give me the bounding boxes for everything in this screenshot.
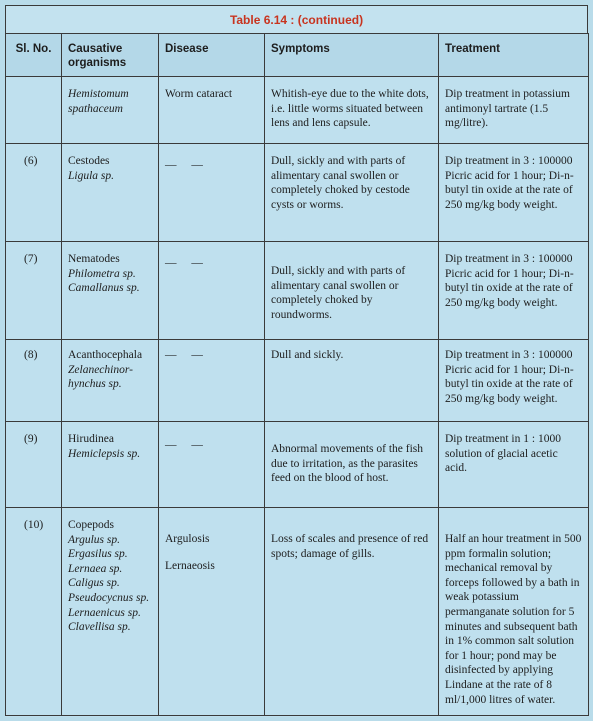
disease-cell <box>159 144 265 242</box>
disease-name: — — <box>165 257 209 269</box>
organism-name: Hemistomum <box>68 88 129 100</box>
disease-cell <box>159 77 265 144</box>
disease-cell <box>159 508 265 716</box>
group-name: Cestodes <box>68 155 110 167</box>
organism-name: Philometra sp. <box>68 267 136 280</box>
group-name: Hirudinea <box>68 433 114 445</box>
treatment-cell: Dip treatment in potassium antimonyl tartrate (1.5 mg/litre). <box>439 77 589 144</box>
disease-name: Argulosis <box>165 533 210 545</box>
organism-name: spathaceum <box>68 102 123 115</box>
treatment-cell: Half an hour treatment in 500 ppm formalin solution; mechanical removal by forceps followed by a bath in weak potassium permanganate solution for 5 minutes and subsequent bath in 1% common salt solution for 1 hour; pond may be disinfected by applying Lindane at the rate of 8 ml/1,000 litres of water. <box>439 508 589 716</box>
treatment-cell: Dip treatment in 3 : 100000 Picric acid for 1 hour; Di-n-butyl tin oxide at the rate of 250 mg/kg body weight. <box>439 340 589 422</box>
disease-name: — — <box>165 159 209 171</box>
table-row <box>6 242 589 340</box>
organism-cell <box>62 144 159 242</box>
organism-name: hynchus sp. <box>68 378 122 391</box>
organism-name: Ergasilus sp. <box>68 548 128 561</box>
disease-cell <box>159 422 265 508</box>
symptoms-cell: Whitish-eye due to the white dots, i.e. little worms situated between lens and lens capsule. <box>265 77 439 144</box>
table-row <box>6 77 589 144</box>
organism-name: Lernaenicus sp. <box>68 606 141 619</box>
disease-name: Worm cataract <box>165 88 233 100</box>
disease-name: Lernaeosis <box>165 559 215 572</box>
organism-cell <box>62 242 159 340</box>
symptoms-cell: Abnormal movements of the fish due to irritation, as the parasites feed on the blood of host. <box>265 422 439 508</box>
organism-cell <box>62 508 159 716</box>
organism-name: Zelanechinor- <box>68 363 133 376</box>
treatment-cell: Dip treatment in 1 : 1000 solution of glacial acetic acid. <box>439 422 589 508</box>
table-row <box>6 340 589 422</box>
organism-name: Ligula sp. <box>68 169 115 182</box>
treatment-cell: Dip treatment in 3 : 100000 Picric acid for 1 hour; Di-n-butyl tin oxide at the rate of 250 mg/kg body weight. <box>439 144 589 242</box>
organism-name: Caligus sp. <box>68 577 120 590</box>
treatment-cell: Dip treatment in 3 : 100000 Picric acid for 1 hour; Di-n-butyl tin oxide at the rate of 250 mg/kg body weight. <box>439 242 589 340</box>
row-number: (8) <box>6 340 62 422</box>
organism-name: Clavellisa sp. <box>68 621 131 634</box>
organism-name: Hemiclepsis sp. <box>68 447 141 460</box>
symptoms-cell: Loss of scales and presence of red spots; damage of gills. <box>265 508 439 716</box>
table-title: Table 6.14 : (continued) <box>5 5 588 33</box>
table-row <box>6 508 589 716</box>
header-sl-no: Sl. No. <box>6 34 62 77</box>
row-number: (9) <box>6 422 62 508</box>
header-row <box>6 34 589 77</box>
header-symptoms: Symptoms <box>265 34 439 77</box>
row-number: (10) <box>6 508 62 716</box>
header-treatment: Treatment <box>439 34 589 77</box>
disease-name: — — <box>165 439 209 451</box>
group-name: Nematodes <box>68 253 120 265</box>
disease-name: — — <box>165 349 209 361</box>
row-number: (7) <box>6 242 62 340</box>
group-name: Acanthocephala <box>68 349 143 361</box>
disease-cell <box>159 340 265 422</box>
row-number: (6) <box>6 144 62 242</box>
organism-name: Lernaea sp. <box>68 562 123 575</box>
disease-cell <box>159 242 265 340</box>
organism-name: Pseudocycnus sp. <box>68 591 150 604</box>
header-causative: Causative organisms <box>62 34 159 77</box>
page <box>5 5 588 717</box>
organism-name: Camallanus sp. <box>68 282 140 295</box>
organism-cell <box>62 77 159 144</box>
organism-cell <box>62 422 159 508</box>
symptoms-cell: Dull and sickly. <box>265 340 439 422</box>
parasite-treatment-table <box>5 33 589 716</box>
table-row <box>6 422 589 508</box>
row-number <box>6 77 62 144</box>
symptoms-cell: Dull, sickly and with parts of alimentary canal swollen or completely choked by cestode cysts or worms. <box>265 144 439 242</box>
organism-name: Argulus sp. <box>68 533 120 546</box>
table-row <box>6 144 589 242</box>
symptoms-cell: Dull, sickly and with parts of alimentary canal swollen or completely choked by roundworms. <box>265 242 439 340</box>
organism-cell <box>62 340 159 422</box>
group-name: Copepods <box>68 519 114 531</box>
header-disease: Disease <box>159 34 265 77</box>
